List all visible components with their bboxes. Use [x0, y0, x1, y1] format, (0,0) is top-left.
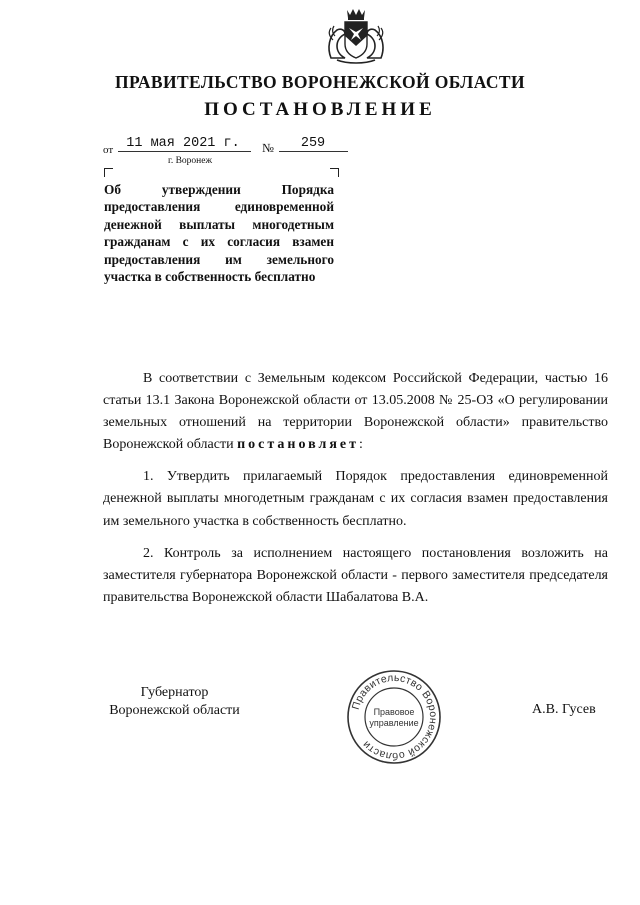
document-number: 259: [300, 136, 326, 151]
signatory-title: [102, 684, 247, 720]
date-underline: [118, 151, 251, 152]
decree-colon: :: [359, 437, 363, 453]
round-seal-stamp-icon: [344, 668, 444, 766]
item-2-paragraph: 2. Контроль за исполнением настоящего постановления возложить на заместителя губернатора Воронежской области - первого заместителя председателя правительства Воронежской области Шабалатова В.А.: [103, 545, 608, 605]
document-city: г. Воронеж: [168, 156, 213, 166]
item-1-paragraph: 1. Утвердить прилагаемый Порядок предоставления единовременной денежной выплаты многодетным гражданам с их согласия взамен предоставления им земельного участка в собственность бесплатно.: [103, 469, 608, 529]
signatory-name: А.В. Гусев: [532, 702, 596, 717]
subject-corner-left: [104, 168, 113, 177]
document-type: ПОСТАНОВЛЕНИЕ: [204, 99, 436, 120]
coat-of-arms-icon: [323, 6, 389, 66]
organization-title: ПРАВИТЕЛЬСТВО ВОРОНЕЖСКОЙ ОБЛАСТИ: [114, 72, 526, 92]
document-subject: Об утверждении Порядка предоставления единовременной денежной выплаты многодетным гражданам с их согласия взамен предоставления им земельного участка в собственность бесплатно: [104, 182, 334, 285]
subject-corner-right: [330, 168, 339, 177]
document-date: 11 мая 2021 г.: [126, 136, 240, 151]
stamp-center-line2: управление: [369, 718, 419, 728]
stamp-center-line1: Правовое: [373, 707, 415, 717]
preamble-paragraph: [103, 368, 608, 456]
number-underline: [279, 151, 348, 152]
number-prefix: №: [262, 141, 274, 155]
signatory-title-line2: Воронежской области: [109, 703, 240, 718]
decree-word: постановляет: [237, 437, 360, 453]
stamp-ring-text: Правительство Воронежской области: [349, 671, 440, 763]
preamble-text: В соответствии с Земельным кодексом Российской Федерации, частью 16 статьи 13.1 Закона Воронежской области от 13.05.2008 № 25-ОЗ «О регулировании земельных отношений на территории Воронежской области» правительство Воронежской области: [103, 371, 608, 453]
signatory-title-line1: Губернатор: [140, 685, 209, 700]
document-body: [103, 368, 608, 619]
date-prefix: от: [103, 144, 114, 156]
